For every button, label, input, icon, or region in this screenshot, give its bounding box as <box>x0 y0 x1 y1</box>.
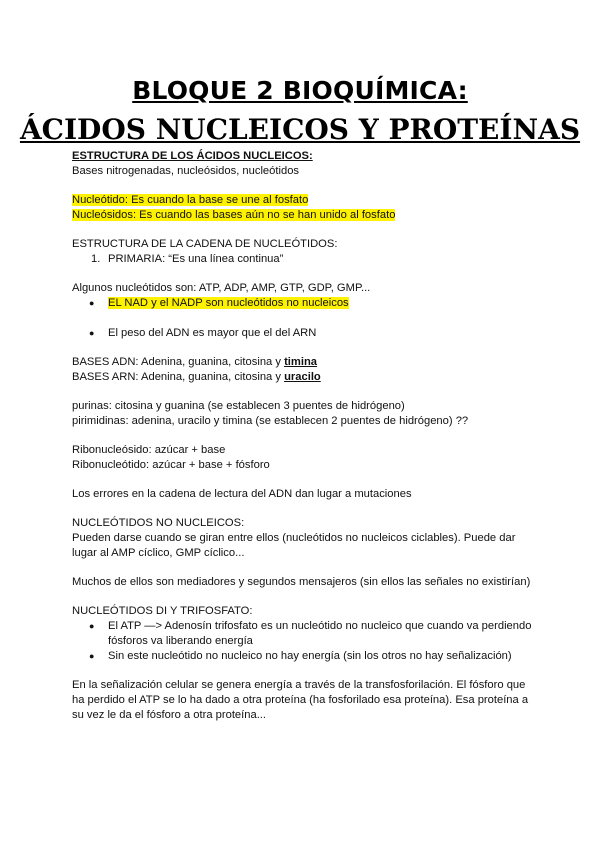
bases-arn-uracilo: uracilo <box>284 371 321 383</box>
bullet-item-peso: El peso del ADN es mayor que el del ARN <box>108 327 317 339</box>
text-line: Muchos de ellos son mediadores y segundos mensajeros (sin ellos las señales no existirían) <box>72 576 531 588</box>
bases-arn <box>72 369 321 385</box>
text-line: lugar al AMP cíclico, GMP cíclico... <box>72 547 245 559</box>
bullet-icon: ● <box>89 621 95 631</box>
bullet-icon: ● <box>89 298 95 308</box>
text-errores: Los errores en la cadena de lectura del ADN dan lugar a mutaciones <box>72 488 412 500</box>
section-heading-no-nucleicos: NUCLEÓTIDOS NO NUCLEICOS: <box>72 517 245 529</box>
text-line: su vez le da el fósforo a otra proteína... <box>72 709 267 721</box>
text-purinas: purinas: citosina y guanina (se establecen 3 puentes de hidrógeno) <box>72 400 405 412</box>
section-heading-trifosfato: NUCLEÓTIDOS DI Y TRIFOSFATO: <box>72 605 253 617</box>
text-line: ha perdido el ATP se lo ha dado a otra proteína (ha fosforilado esa proteína). Esa proteína a <box>72 694 529 706</box>
text-line: En la señalización celular se genera energía a través de la transfosforilación. El fósforo que <box>72 679 526 691</box>
bases-arn-prefix: BASES ARN: Adenina, guanina, citosina y <box>72 371 285 383</box>
bases-adn-prefix: BASES ADN: Adenina, guanina, citosina y <box>72 356 285 368</box>
text-line: Bases nitrogenadas, nucleósidos, nucleótidos <box>72 165 300 177</box>
section-heading-chain: ESTRUCTURA DE LA CADENA DE NUCLEÓTIDOS: <box>72 238 338 250</box>
text-line: Algunos nucleótidos son: ATP, ADP, AMP, GTP, GDP, GMP... <box>72 282 371 294</box>
text-ribonucleotido: Ribonucleótido: azúcar + base + fósforo <box>72 459 270 471</box>
bullet-icon: ● <box>89 328 95 338</box>
bullet-item-atp: El ATP —> Adenosín trifosfato es un nucleótido no nucleico que cuando va perdiendo <box>108 620 532 632</box>
list-number: 1. <box>91 253 101 265</box>
highlight-text: Nucleótido: Es cuando la base se une al fosfato <box>72 194 309 206</box>
bullet-item-nad <box>108 295 349 311</box>
document-title: BLOQUE 2 BIOQUÍMICA: <box>132 76 468 105</box>
bases-adn <box>72 354 317 370</box>
highlighted-definition-nucleotido <box>72 192 308 208</box>
bullet-item-atp-cont: fósforos va liberando energía <box>108 635 253 647</box>
bases-adn-timina: timina <box>284 356 318 368</box>
highlight-text: EL NAD y el NADP son nucleótidos no nucleicos <box>108 297 349 309</box>
text-line: Pueden darse cuando se giran entre ellos (nucleótidos no nucleicos ciclables). Puede dar <box>72 532 516 544</box>
bullet-icon: ● <box>89 651 95 661</box>
section-heading-structure: ESTRUCTURA DE LOS ÁCIDOS NUCLEICOS: <box>72 150 313 162</box>
highlight-text: Nucleósidos: Es cuando las bases aún no se han unido al fosfato <box>72 209 396 221</box>
list-item-primaria: PRIMARIA: “Es una línea continua” <box>108 253 284 265</box>
bullet-item-sin-energia: Sin este nucleótido no nucleico no hay energía (sin los otros no hay señalización) <box>108 650 512 662</box>
text-ribonucleosido: Ribonucleósido: azúcar + base <box>72 444 226 456</box>
document-subtitle: ÁCIDOS NUCLEICOS Y PROTEÍNAS <box>19 113 581 146</box>
text-pirimidinas: pirimidinas: adenina, uracilo y timina (se establecen 2 puentes de hidrógeno) ?? <box>72 415 469 427</box>
highlighted-definition-nucleosido <box>72 207 395 223</box>
